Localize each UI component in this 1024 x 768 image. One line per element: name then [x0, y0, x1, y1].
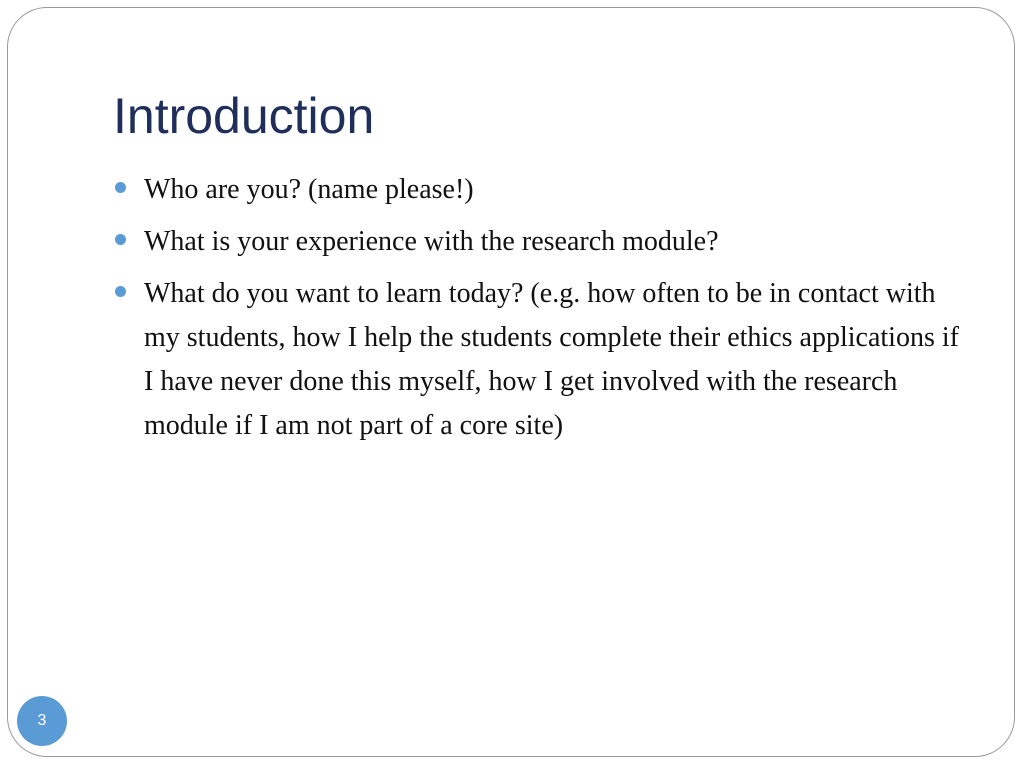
page-number-badge: 3 — [17, 696, 67, 746]
bullet-text: What is your experience with the research module? — [144, 226, 719, 257]
slide-title: Introduction — [113, 88, 375, 144]
bullet-item — [112, 168, 962, 212]
bullet-text: What do you want to learn today? (e.g. how often to be in contact with my students, how I help the students complete their ethics applications if I have never done this myself, how I get involved with the research module if I am not part of a core site) — [144, 278, 959, 441]
bullet-dot-icon — [115, 234, 126, 245]
bullet-list — [112, 168, 962, 456]
bullet-dot-icon — [115, 286, 126, 297]
bullet-dot-icon — [115, 182, 126, 193]
bullet-item — [112, 220, 962, 264]
bullet-item — [112, 272, 962, 448]
bullet-text: Who are you? (name please!) — [144, 174, 474, 205]
